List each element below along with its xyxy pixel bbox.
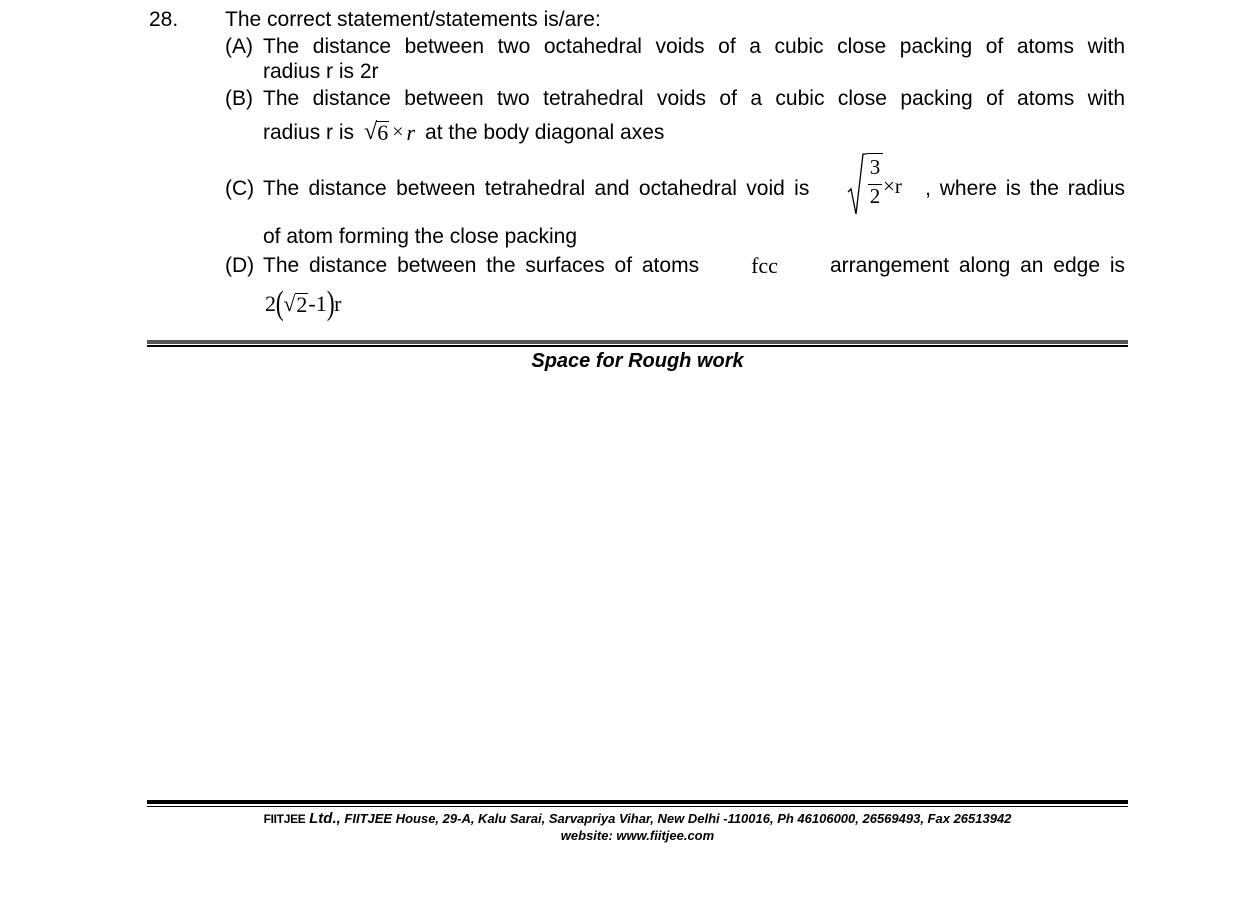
footer-website: website: www.fiitjee.com	[560, 828, 715, 843]
option-d-label: (D)	[225, 254, 255, 277]
rough-work-label: Space for Rough work	[531, 350, 744, 372]
option-c-line1-post: , where is the radius	[925, 177, 1125, 200]
option-c-line1-pre: The distance between tetrahedral and octahedral void is	[263, 177, 810, 200]
option-c-fraction-denominator: 2	[869, 184, 881, 208]
option-b-line1: The distance between two tetrahedral voids of a cubic close packing of atoms with	[263, 87, 1125, 110]
footer-ltd: Ltd.,	[309, 810, 341, 827]
option-d-line1-post: arrangement along an edge is	[829, 254, 1125, 277]
expr-open-paren: (	[275, 285, 284, 322]
option-a-line2: radius r is 2r	[263, 60, 379, 83]
option-b-radicand: 6	[377, 120, 389, 145]
option-b-line2-pre: radius r is	[263, 121, 355, 144]
times-sign: ×	[392, 121, 404, 143]
option-d-fcc: fcc	[751, 253, 778, 278]
option-d-line1	[263, 253, 1125, 278]
option-b-sqrt-expression	[364, 120, 415, 145]
footer-divider	[147, 800, 1128, 804]
option-b-label: (B)	[225, 87, 253, 110]
radical-overbar	[867, 153, 883, 154]
footer-divider-thin	[147, 806, 1128, 807]
expr-coefficient: 2	[265, 291, 276, 316]
rough-work-divider	[147, 340, 1128, 344]
option-c-sqrt-fraction	[847, 152, 913, 218]
option-b-line2	[263, 120, 664, 145]
sqrt-sign-icon: √	[364, 119, 378, 145]
option-c-label: (C)	[225, 177, 255, 200]
option-c-line1	[263, 176, 1125, 201]
expr-minus-one: -1	[308, 291, 327, 316]
option-d-expression	[265, 282, 341, 326]
option-a-label: (A)	[225, 35, 253, 58]
footer-address-line	[147, 810, 1128, 828]
option-a-line1: The distance between two octahedral voids of a cubic close packing of atoms with	[263, 35, 1125, 58]
question-number: 28.	[149, 8, 179, 31]
expr-close-paren: )	[326, 285, 335, 322]
rough-work-divider-thin	[147, 345, 1128, 347]
option-c-line2: of atom forming the close packing	[263, 225, 577, 248]
option-d-line1-pre: The distance between the surfaces of atoms	[263, 254, 700, 277]
expr-radicand: 2	[296, 291, 308, 317]
footer-brand: FIITJEE	[263, 812, 306, 826]
option-b-variable: r	[406, 120, 416, 145]
option-c-fraction-numerator: 3	[869, 155, 881, 179]
question-stem: The correct statement/statements is/are:	[225, 8, 601, 31]
radical-sign-icon	[847, 152, 867, 218]
footer-address: FIITJEE House, 29-A, Kalu Sarai, Sarvapriya Vihar, New Delhi -110016, Ph 46106000, 26569493, Fax 26513942	[344, 811, 1012, 826]
option-b-line2-post: at the body diagonal axes	[425, 121, 665, 144]
sqrt-sign-icon: √	[283, 291, 296, 316]
expr-variable: r	[334, 291, 342, 316]
option-c-fraction-post: ×r	[883, 174, 902, 198]
